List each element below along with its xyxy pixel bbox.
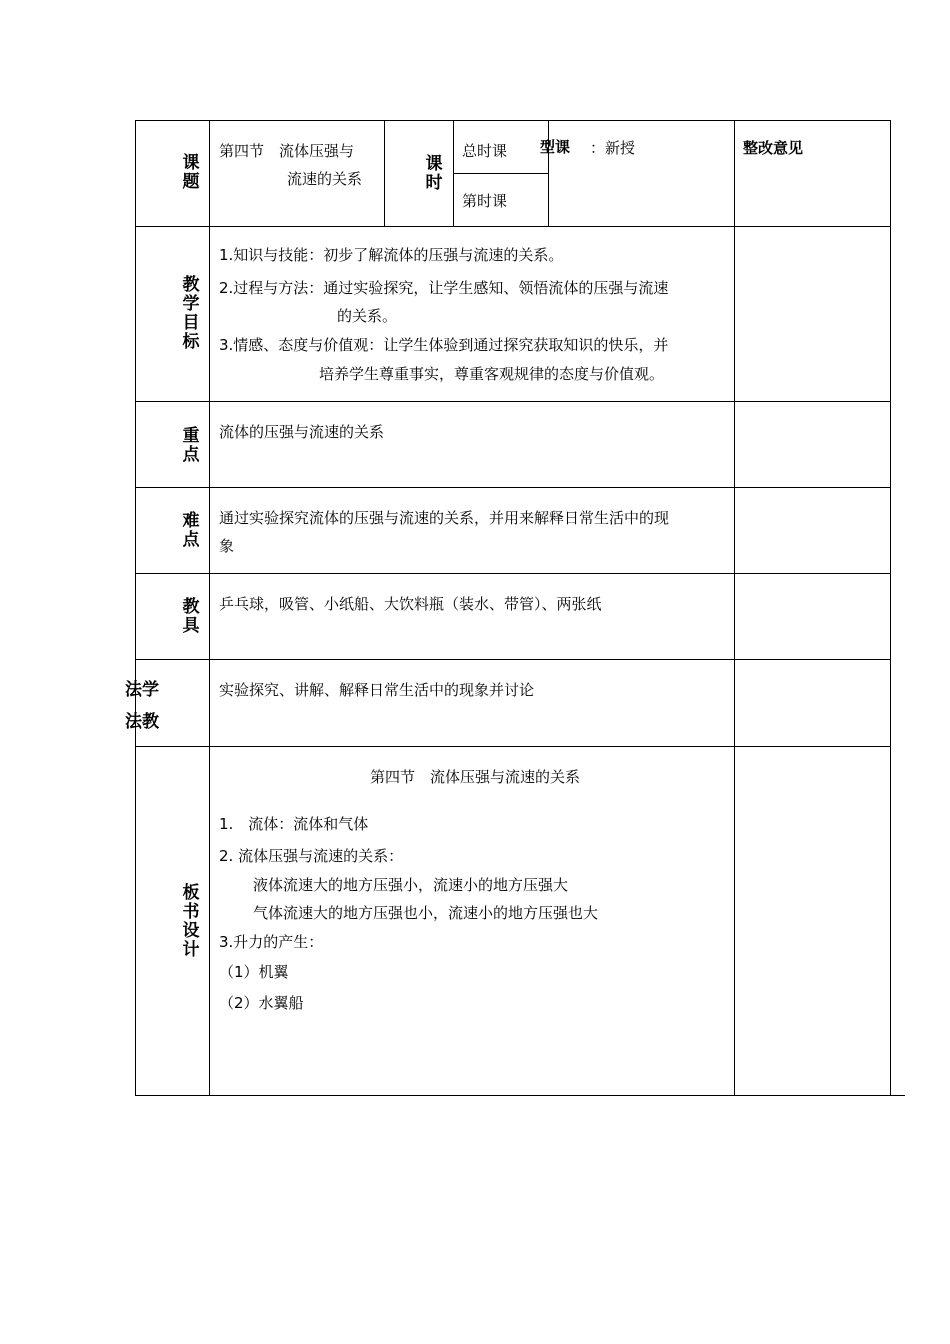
label-column-divider xyxy=(209,120,210,1096)
key-point-text: 流体的压强与流速的关系 xyxy=(219,423,385,441)
board-item: 1. 流体：流体和气体 xyxy=(219,815,369,833)
total-period: 总时课 xyxy=(462,142,508,160)
topic-title-line1: 第四节 流体压强与 xyxy=(219,142,355,160)
topic-title-line2: 流速的关系 xyxy=(287,170,363,188)
board-subitem: 气体流速大的地方压强也小，流速小的地方压强也大 xyxy=(253,904,599,922)
row-divider xyxy=(135,487,891,488)
lesson-type-value: ：新授 xyxy=(590,139,636,157)
header-divider xyxy=(453,120,454,226)
board-item: 2. 流体压强与流速的关系： xyxy=(219,847,404,865)
difficulty-text-line1: 通过实验探究流体的压强与流速的关系，并用来解释日常生活中的现 xyxy=(219,509,670,527)
row-divider xyxy=(135,401,891,402)
revision-opinion-label: 整改意见 xyxy=(743,139,804,157)
objectives-label: 教 学 目 标 xyxy=(182,275,200,352)
board-subitem: （2）水翼船 xyxy=(219,994,304,1012)
board-title: 第四节 流体压强与流速的关系 xyxy=(370,768,581,786)
method-label-line2: 法教 xyxy=(125,712,159,732)
lesson-type-label: 型课 xyxy=(540,138,571,156)
row-divider xyxy=(135,573,891,574)
board-subitem: （1）机翼 xyxy=(219,963,289,981)
revision-column-divider xyxy=(734,120,735,1096)
difficulty-text-line2: 象 xyxy=(219,537,235,555)
nth-period: 第时课 xyxy=(462,192,508,210)
row-divider xyxy=(135,226,891,227)
board-item: 3.升力的产生： xyxy=(219,933,324,951)
teaching-aids-text: 乒乓球，吸管、小纸船、大饮料瓶（装水、带管）、两张纸 xyxy=(219,595,602,613)
method-text: 实验探究、讲解、解释日常生活中的现象并讨论 xyxy=(219,681,535,699)
difficulty-label: 难 点 xyxy=(182,511,200,550)
row-divider xyxy=(135,659,891,660)
objective-line: 培养学生尊重事实，尊重客观规律的态度与价值观。 xyxy=(319,365,665,383)
objective-line: 的关系。 xyxy=(337,307,398,325)
header-divider xyxy=(384,120,385,226)
key-point-label: 重 点 xyxy=(182,426,200,465)
objective-line: 2.过程与方法：通过实验探究，让学生感知、领悟流体的压强与流速 xyxy=(219,279,669,297)
board-subitem: 液体流速大的地方压强小，流速小的地方压强大 xyxy=(253,876,569,894)
table-border-left xyxy=(135,746,136,1096)
header-inner-divider xyxy=(453,173,548,174)
table-border-right xyxy=(890,120,891,1096)
method-label-line1: 法学 xyxy=(125,680,159,700)
teaching-aids-label: 教 具 xyxy=(182,597,200,636)
table-border-bottom xyxy=(135,1095,905,1096)
header-divider xyxy=(548,120,549,226)
objective-line: 1.知识与技能：初步了解流体的压强与流速的关系。 xyxy=(219,246,564,264)
objective-line: 3.情感、态度与价值观：让学生体验到通过探究获取知识的快乐，并 xyxy=(219,336,669,354)
topic-label: 课 题 xyxy=(182,153,200,192)
period-label: 课 时 xyxy=(425,154,443,193)
table-border-top xyxy=(135,120,891,121)
board-design-label: 板 书 设 计 xyxy=(182,883,200,960)
row-divider xyxy=(135,746,891,747)
